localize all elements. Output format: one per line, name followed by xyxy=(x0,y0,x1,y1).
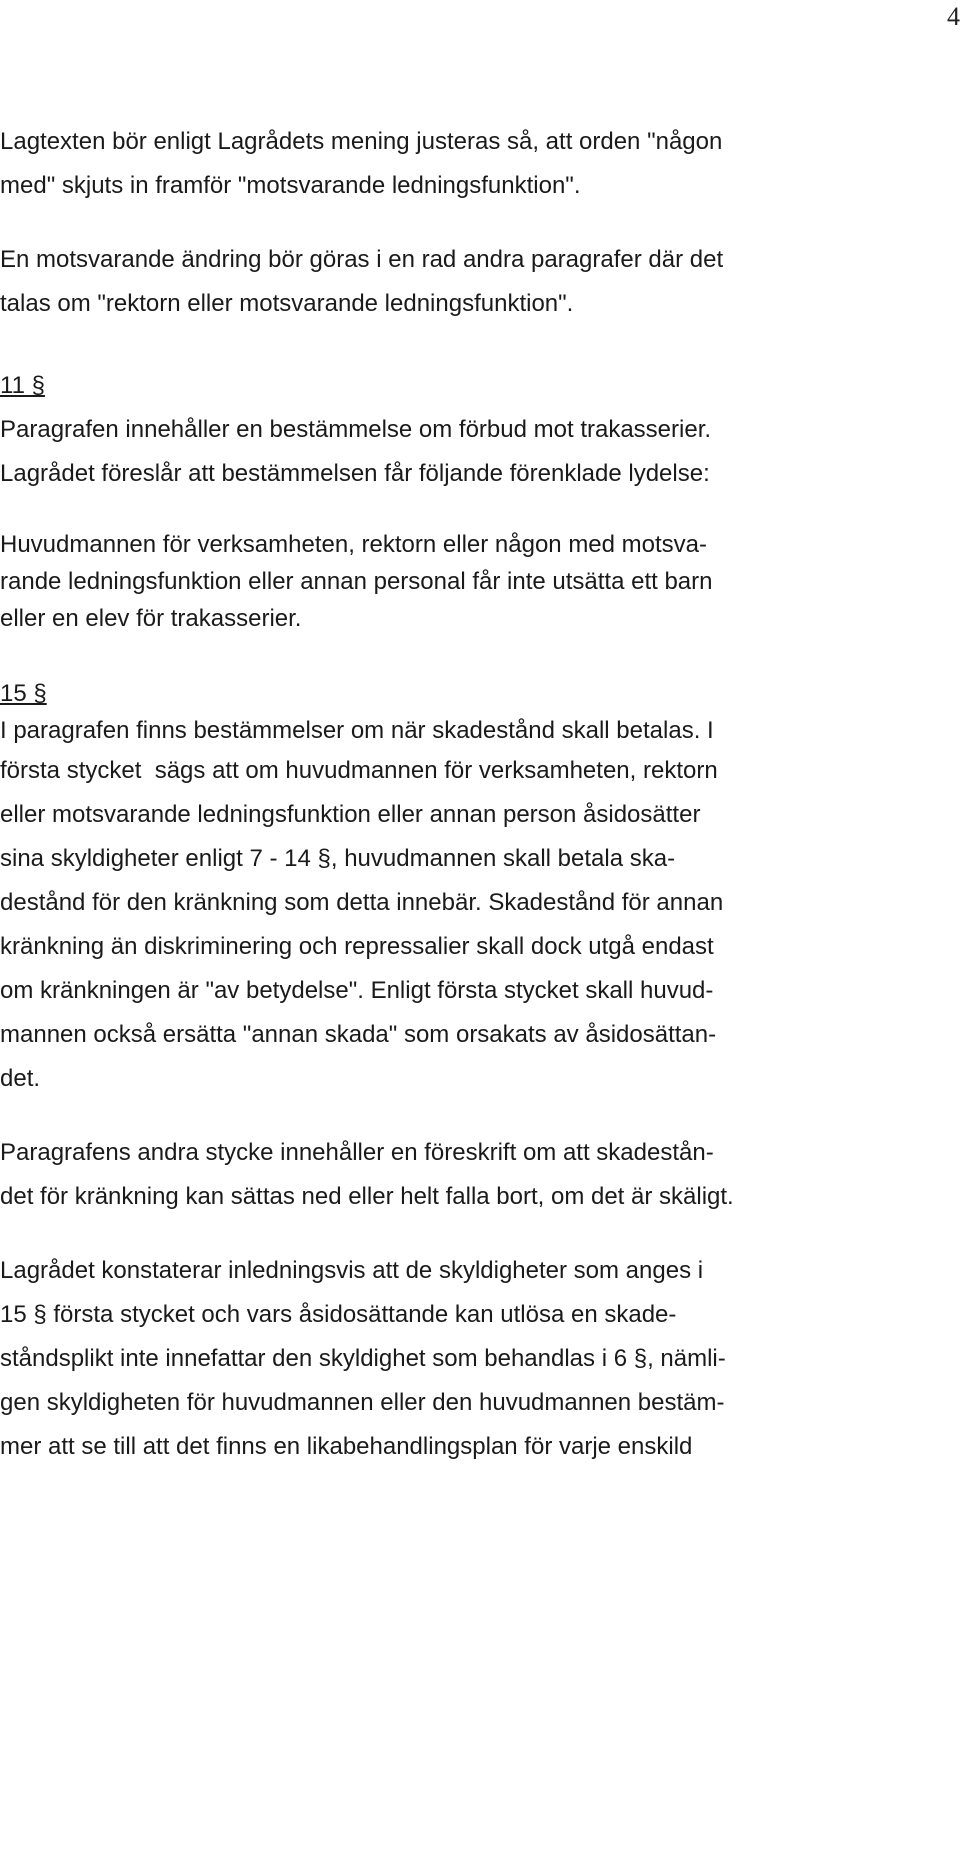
section-15-text xyxy=(0,749,955,1101)
text-line: gen skyldigheten för huvudmannen eller den huvudmannen bestäm- xyxy=(0,1389,725,1416)
text-line: Paragrafen innehåller en bestämmelse om förbud mot trakasserier. xyxy=(0,416,712,443)
text-line: det. xyxy=(0,1065,41,1092)
section-11-text xyxy=(0,408,955,496)
paragraph-council-remark xyxy=(0,1249,955,1469)
text-line: eller motsvarande ledningsfunktion eller annan person åsidosätter xyxy=(0,801,701,828)
text-line: ståndsplikt inte innefattar den skyldighet som behandlas i 6 §, nämli- xyxy=(0,1345,726,1372)
document-body xyxy=(0,120,955,1469)
text-line: Paragrafens andra stycke innehåller en föreskrift om att skadestån- xyxy=(0,1139,714,1166)
page-number: 4 xyxy=(947,2,960,31)
paragraph-intro xyxy=(0,120,955,208)
text-line: med" skjuts in framför "motsvarande ledningsfunktion". xyxy=(0,172,581,199)
text-line: 15 § första stycket och vars åsidosättande kan utlösa en skade- xyxy=(0,1301,677,1328)
text-line: talas om "rektorn eller motsvarande ledningsfunktion". xyxy=(0,290,574,317)
proposed-wording xyxy=(0,526,955,637)
paragraph-amendment xyxy=(0,238,955,326)
section-heading-15: 15 § xyxy=(0,680,47,707)
section-heading-15-wrap xyxy=(0,675,955,749)
text-line: det för kränkning kan sättas ned eller helt falla bort, om det är skäligt. xyxy=(0,1183,734,1210)
text-line: destånd för den kränkning som detta innebär. Skadestånd för annan xyxy=(0,889,724,916)
text-line: Lagrådet föreslår att bestämmelsen får följande förenklade lydelse: xyxy=(0,460,710,487)
paragraph-second-clause xyxy=(0,1131,955,1219)
text-line: kränkning än diskriminering och repressalier skall dock utgå endast xyxy=(0,933,714,960)
section-heading-11: 11 § xyxy=(0,372,45,399)
text-line: om kränkningen är "av betydelse". Enligt första stycket skall huvud- xyxy=(0,977,714,1004)
text-line: I paragrafen finns bestämmelser om när skadestånd skall betalas. I xyxy=(0,717,714,744)
text-line: sina skyldigheter enligt 7 - 14 §, huvudmannen skall betala ska- xyxy=(0,845,676,872)
text-line: eller en elev för trakasserier. xyxy=(0,605,302,632)
text-line: En motsvarande ändring bör göras i en rad andra paragrafer där det xyxy=(0,246,724,273)
text-line: Lagtexten bör enligt Lagrådets mening justeras så, att orden "någon xyxy=(0,128,723,155)
text-line: Huvudmannen för verksamheten, rektorn eller någon med motsva- xyxy=(0,531,708,558)
text-line: mer att se till att det finns en likabehandlingsplan för varje enskild xyxy=(0,1433,693,1460)
text-line: mannen också ersätta "annan skada" som orsakats av åsidosättan- xyxy=(0,1021,717,1048)
text-line: Lagrådet konstaterar inledningsvis att de skyldigheter som anges i xyxy=(0,1257,704,1284)
text-line: rande ledningsfunktion eller annan personal får inte utsätta ett barn xyxy=(0,568,713,595)
text-line: första stycket sägs att om huvudmannen för verksamheten, rektorn xyxy=(0,757,718,784)
